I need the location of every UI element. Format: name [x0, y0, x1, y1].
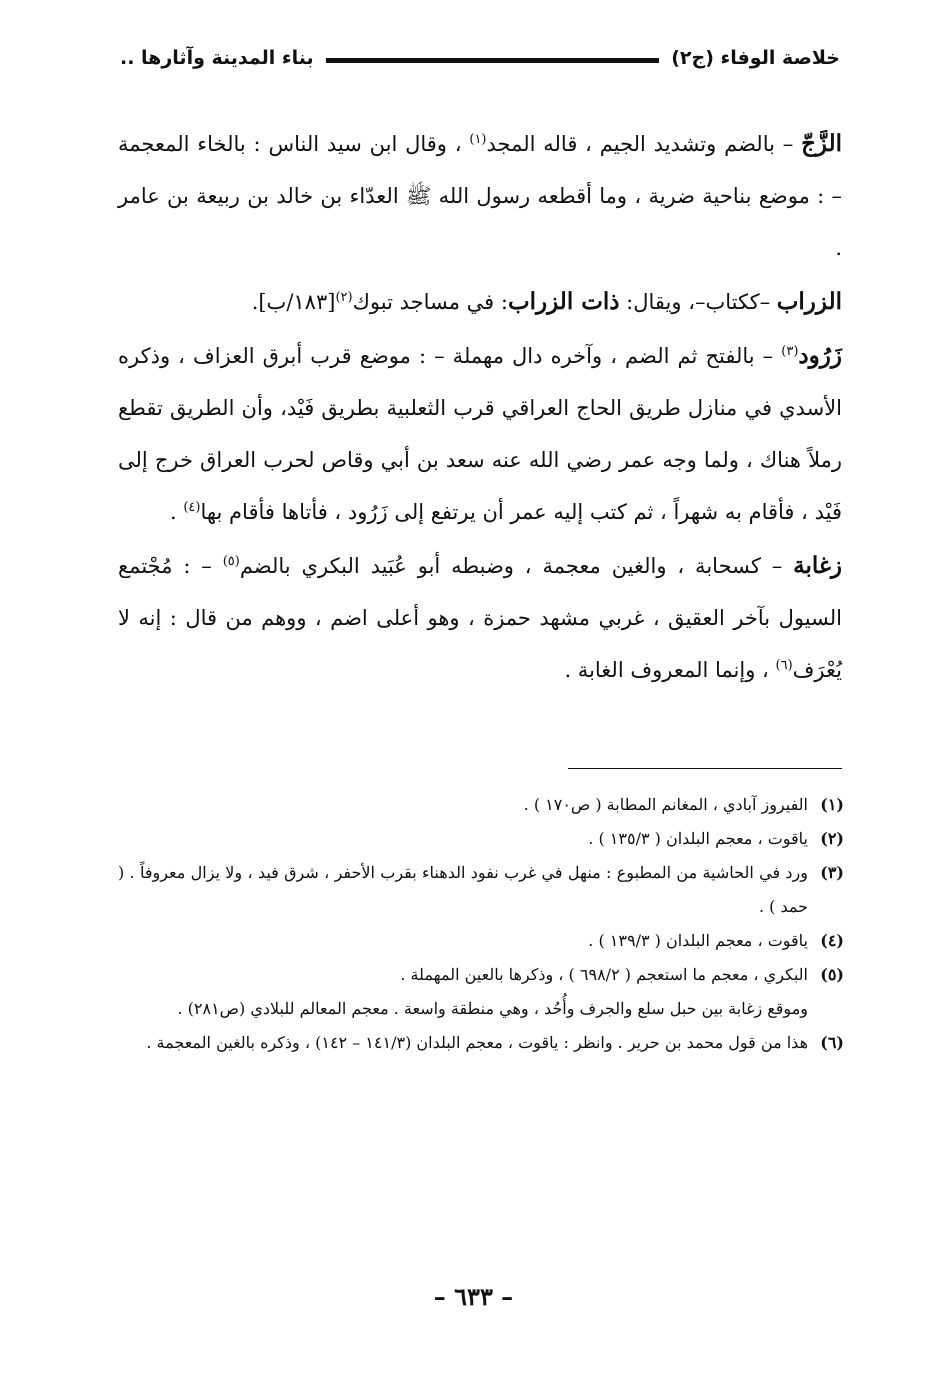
entry-head: زغابة — [793, 552, 842, 579]
main-text — [118, 118, 842, 698]
note-ref[interactable]: (٦) — [775, 658, 793, 673]
footnote-text: وموقع زغابة بين حبل سلع والجرف وأُحُد ، وهي منطقة واسعة . معجم المعالم للبلادي (ص٢٨١) . — [177, 999, 808, 1018]
entry-text: – كسحابة ، والغين معجمة ، وضبطه أبو عُبَيد البكري بالضم — [239, 554, 794, 578]
entry-text: [١٨٣/ب]. — [251, 290, 336, 314]
footnote-continuation — [118, 992, 844, 1026]
footnote — [118, 856, 844, 924]
note-ref[interactable]: (١) — [469, 132, 487, 147]
entry-subhead: ذات الزراب — [507, 288, 620, 315]
footnote — [118, 924, 844, 958]
footnotes — [118, 788, 844, 1060]
footnote-separator — [568, 768, 842, 769]
entry-text: –ككتاب–، ويقال: — [619, 290, 777, 314]
footnote-number: (١) — [820, 795, 844, 814]
entry-text: – بالضم وتشديد الجيم ، قاله المجد — [486, 132, 802, 156]
entry-text: ، وقال ابن سيد الناس : بالخاء المعجمة – : موضع بناحية ضرية ، وما أقطعه رسول الله ﷺ العدّاء بن خالد بن ربيعة بن عامر . — [118, 132, 842, 260]
entry-text: : في مساجد تبوك — [352, 290, 508, 314]
entry-text: – بالفتح ثم الضم ، وآخره دال مهملة – : موضع قرب أبرق العزاف ، وذكره الأسدي في منازل طريق الحاج العراقي قرب الثعلبية بطريق فَيْد، وأن الطريق تقطع رملاً هناك ، ولما وجه عمر رضي الله عنه سعد بن أبي وقاص لحرب العراق خرج إلى فَيْد ، فأقام به شهراً ، ثم كتب إليه عمر أن يرتفع إلى زَرُود ، فأتاها فأقام بها — [118, 344, 842, 524]
entry-text: ، وإنما المعروف الغابة . — [564, 658, 776, 682]
footnote-number — [808, 992, 844, 1026]
entry-zarud — [118, 330, 842, 538]
footnote — [118, 788, 844, 822]
entry-zajj — [118, 118, 842, 274]
entry-zirab — [118, 276, 842, 328]
footnote — [118, 1026, 844, 1060]
entry-head: الزراب — [776, 288, 842, 315]
header-rule — [326, 58, 660, 63]
footnote-number: (٤) — [820, 931, 844, 950]
footnote — [118, 822, 844, 856]
entry-text: . — [169, 500, 184, 524]
page-number: – ٦٣٣ – — [433, 1282, 514, 1311]
footnote — [118, 958, 844, 992]
book-title: خلاصة الوفاء (ج٢) — [671, 47, 840, 69]
footnote-text: البكري ، معجم ما استعجم ( ٦٩٨/٢ ) ، وذكرها بالعين المهملة . — [400, 965, 808, 984]
footnote-number: (٣) — [820, 863, 844, 882]
footnote-number: (٦) — [820, 1033, 844, 1052]
footnote-number: (٢) — [820, 829, 844, 848]
running-header — [120, 38, 840, 78]
entry-head: الزَّجّ — [801, 130, 842, 157]
entry-text: – : مُجْتمع السيول بآخر العقيق ، غربي مشهد حمزة ، وهو أعلى اضم ، ووهم من قال : إنه لا يُعْرَف — [118, 554, 842, 682]
section-title: بناء المدينة وآثارها .. — [120, 47, 314, 69]
entry-zughaba — [118, 540, 842, 696]
note-ref[interactable]: (٤) — [183, 500, 201, 515]
footnote-text: ياقوت ، معجم البلدان ( ١٣٥/٣ ) . — [588, 829, 808, 848]
note-ref[interactable]: (٥) — [222, 554, 240, 569]
footnote-number: (٥) — [820, 965, 844, 984]
footnote-text: ورد في الحاشية من المطبوع : منهل في غرب نفود الدهناء بقرب الأحفر ، شرق فيد ، ولا يزال معروفاً . ( حمد ) . — [118, 863, 808, 916]
entry-head: زَرُود — [798, 342, 842, 369]
note-ref[interactable]: (٢) — [335, 290, 353, 305]
footnote-text: هذا من قول محمد بن حرير . وانظر : ياقوت ، معجم البلدان (١٤١/٣ – ١٤٢) ، وذكره بالغين المعجمة . — [146, 1033, 808, 1052]
footnote-text: ياقوت ، معجم البلدان ( ١٣٩/٣ ) . — [588, 931, 808, 950]
note-ref[interactable]: (٣) — [781, 344, 799, 359]
footnote-text: الفيروز آبادي ، المغانم المطابة ( ص١٧٠ ) . — [523, 795, 808, 814]
